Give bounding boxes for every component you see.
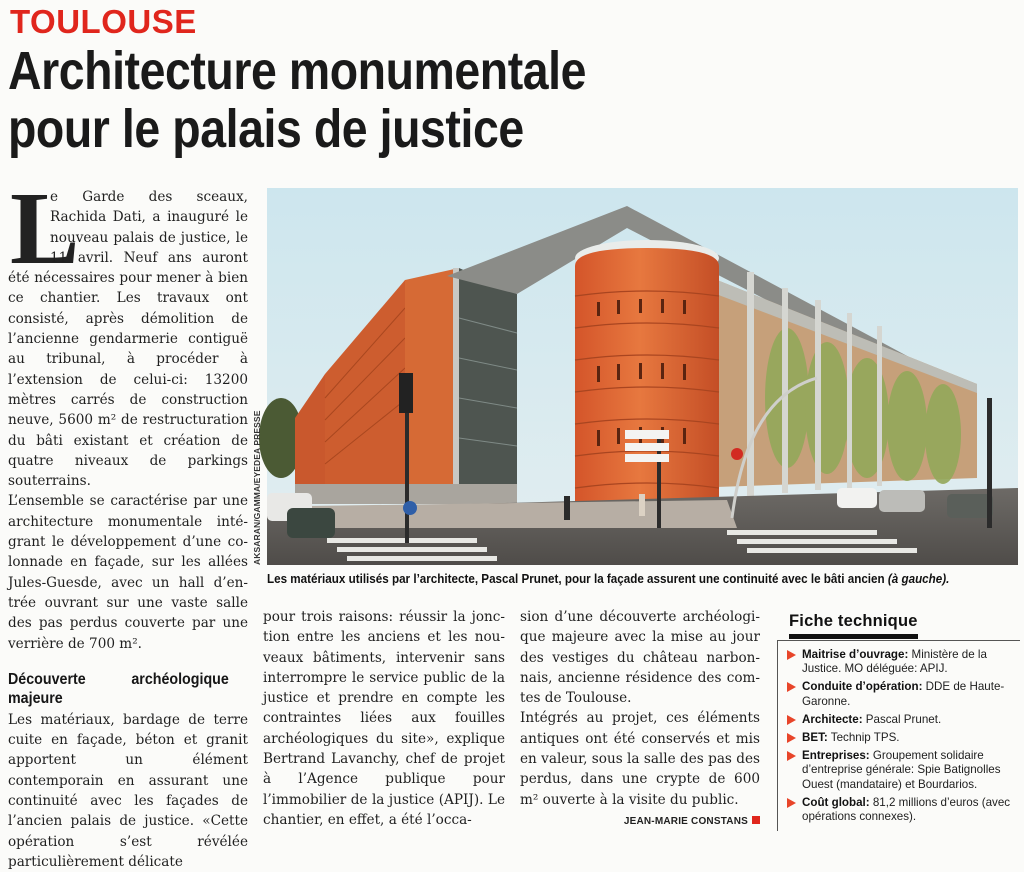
paragraph: Les matériaux, bardage de terre cuite en façade, béton et granit apportent un élément contemporain en assurant une continuité avec les façades de l’ancien palais de justice. «Cette opération s’est révélée particulièrement délicate	[8, 711, 248, 870]
fiche-technique-list	[787, 648, 1019, 828]
lead-paragraph	[8, 171, 248, 491]
palais-de-justice-illustration	[267, 188, 1018, 565]
triangle-bullet-icon	[787, 751, 796, 761]
triangle-bullet-icon	[787, 682, 796, 692]
fiche-item	[787, 796, 1019, 824]
triangle-bullet-icon	[787, 798, 796, 808]
article-column-1	[8, 171, 248, 872]
fiche-item-label: Coût global:	[802, 795, 870, 809]
article-column-3	[520, 607, 760, 832]
headline-line-1: Architecture monumentale	[8, 41, 587, 101]
paragraph: Intégrés au projet, ces éléments antiques ont été conservés et mis en valeur, sous la salle des pas des perdus, dans une crypte de 600 m² ouverte à la visite du public.	[520, 710, 760, 808]
photo-caption	[267, 571, 963, 587]
headline-line-2: pour le palais de justice	[8, 99, 524, 159]
section-kicker: TOULOUSE	[10, 3, 197, 40]
photo-credit: AKSARAN/GAMMA/EYEDEA PRESSE	[252, 410, 262, 565]
fiche-technique-title: Fiche technique	[789, 611, 918, 639]
fiche-item-text: Groupement solidaire d’entreprise générale: Spie Batignolles Ouest (mandataire) et Bourdarios.	[802, 749, 1001, 791]
fiche-item	[787, 749, 1019, 792]
fiche-item	[787, 648, 1019, 676]
caption-italic: (à gauche).	[887, 572, 950, 586]
fiche-item-label: Conduite d’opération:	[802, 680, 923, 694]
triangle-bullet-icon	[787, 650, 796, 660]
byline	[520, 812, 760, 832]
fiche-item-text: 81,2 millions d’euros (avec opérations connexes).	[802, 795, 1011, 824]
paragraph: sion d’une découverte archéologique majeure avec la mise au jour des vestiges du château narbonnais, ancienne résidence des comtes de Toulouse.	[520, 609, 760, 707]
fiche-item	[787, 713, 1019, 727]
fiche-item	[787, 680, 1019, 708]
paragraph: pour trois raisons: réussir la jonction entre les anciens et les nouveaux bâtiments, intervenir sans interrompre le service public de la justice et prendre en compte les contraintes liées aux fouilles archéologiques du site», explique Bertrand Lavanchy, chef de projet à l’Agence publique pour l’immobilier de la justice (APIJ). Le chantier, en effet, a été l’occa-	[263, 609, 505, 828]
author-name: JEAN-MARIE CONSTANS	[623, 815, 748, 827]
fiche-item-label: Maitrise d’ouvrage:	[802, 648, 909, 661]
fiche-item-text: DDE de Haute-Garonne.	[802, 680, 1005, 708]
end-mark-icon	[752, 816, 760, 824]
article-column-2	[263, 607, 505, 830]
lead-text: e Garde des sceaux, Rachida Dati, a inauguré le nouveau palais de justice, le 11 avril. Neuf ans auront été nécessaires pour mener à bien ce chantier. Les travaux ont consisté, après démolition de l’ancienne gendarmerie contiguë au tribunal, à procéder à l’extension de celui-ci: 13200 mètres carrés de construction neuve, 5600 m² de restructuration du bâti existant et création de quatre niveaux de parkings souterrains.	[8, 189, 248, 490]
fiche-item-label: Architecte:	[802, 712, 863, 726]
fiche-item-label: Entreprises:	[802, 749, 870, 763]
triangle-bullet-icon	[787, 733, 796, 743]
drop-cap: L	[10, 171, 80, 286]
paragraph: L’ensemble se caractérise par une architecture monumentale intégrant le développement d’une colonnade en façade, sur les allées Jules-Guesde, avec un hall d’entrée ouvrant sur une vaste salle des pas perdus couverte par une verrière de 700 m².	[8, 493, 248, 652]
fiche-item-label: BET:	[802, 731, 828, 745]
caption-text: Les matériaux utilisés par l’architecte, Pascal Prunet, pour la façade assurent une continuité avec le bâti ancien	[267, 572, 888, 586]
fiche-item-text: Pascal Prunet.	[862, 712, 942, 726]
fiche-item-text: Ministère de la Justice. MO déléguée: APIJ.	[802, 648, 987, 676]
triangle-bullet-icon	[787, 715, 796, 725]
fiche-item-text: Technip TPS.	[827, 731, 900, 745]
fiche-item	[787, 731, 1019, 745]
headline	[8, 42, 627, 158]
subheading: Découverte archéologique majeure	[8, 670, 229, 707]
building-photo	[267, 188, 1018, 565]
